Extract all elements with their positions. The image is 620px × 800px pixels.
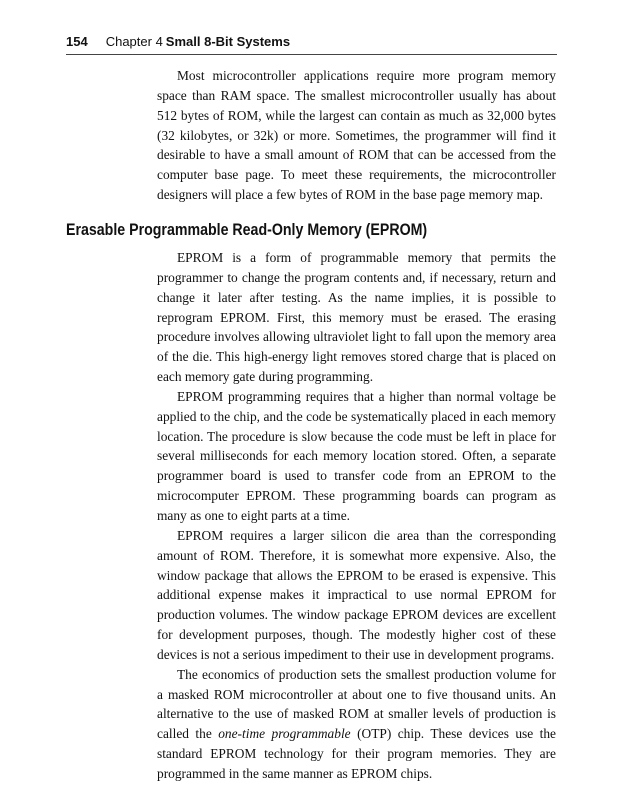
otp-emphasis: one-time programmable bbox=[218, 726, 351, 742]
paragraph-otp bbox=[157, 665, 556, 784]
paragraph-eprom-programming: EPROM programming requires that a higher than normal voltage be applied to the chip, and the code be systematically placed in each memory location. The procedure is slow because the code must be left in place for several milliseconds for each memory location stored. Often, a separate programmer board is used to transfer code from an EPROM to the microcomputer EPROM. These programming boards can program as many as one to eight parts at a time. bbox=[157, 388, 556, 523]
section-heading: Erasable Programmable Read-Only Memory (EPROM) bbox=[66, 221, 428, 239]
header-rule bbox=[66, 54, 557, 55]
intro-paragraph: Most microcontroller applications require more program memory space than RAM space. The smallest microcontroller usually has about 512 bytes of ROM, while the largest can contain as much as 32,000 bytes (32 kilobytes, or 32k) or more. Sometimes, the programmer will find it desirable to have a small amount of ROM that can be accessed from the computer base page. To meet these requirements, the microcontroller designers will place a few bytes of ROM in the base page memory map. bbox=[157, 68, 556, 203]
page-number: 154 bbox=[66, 34, 88, 49]
chapter-label: Chapter 4 bbox=[105, 34, 163, 49]
chapter-title: Small 8-Bit Systems bbox=[165, 34, 291, 49]
otp-text-before: The economics of production sets the smallest production volume for a masked ROM microcontroller at about one to five thousand units. An alternative to the use of masked ROM at smaller levels of production is called the bbox=[157, 666, 556, 742]
running-header bbox=[66, 32, 556, 52]
paragraph-eprom-cost: EPROM requires a larger silicon die area than the corresponding amount of ROM. Therefore, it is somewhat more expensive. Also, the window package that allows the EPROM to be erased is expensive. This additional expense makes it impractical to use normal EPROM for production volumes. The window package EPROM devices are excellent for development purposes, though. The modestly higher cost of these devices is not a serious impediment to their use in development programs. bbox=[157, 527, 556, 662]
section-body bbox=[157, 248, 556, 784]
otp-text-after: (OTP) chip. These devices use the standard EPROM technology for their program memories. They are programmed in the same manner as EPROM chips. bbox=[157, 726, 557, 781]
paragraph-eprom-definition: EPROM is a form of programmable memory that permits the programmer to change the program contents and, if necessary, return and change it later after testing. As the name implies, it is possible to reprogram EPROM. First, this memory must be erased. The erasing procedure involves allowing ultraviolet light to fall upon the memory area of the die. This high-energy light removes stored charge that is placed on each memory gate during programming. bbox=[157, 250, 556, 385]
intro-block bbox=[157, 66, 556, 205]
